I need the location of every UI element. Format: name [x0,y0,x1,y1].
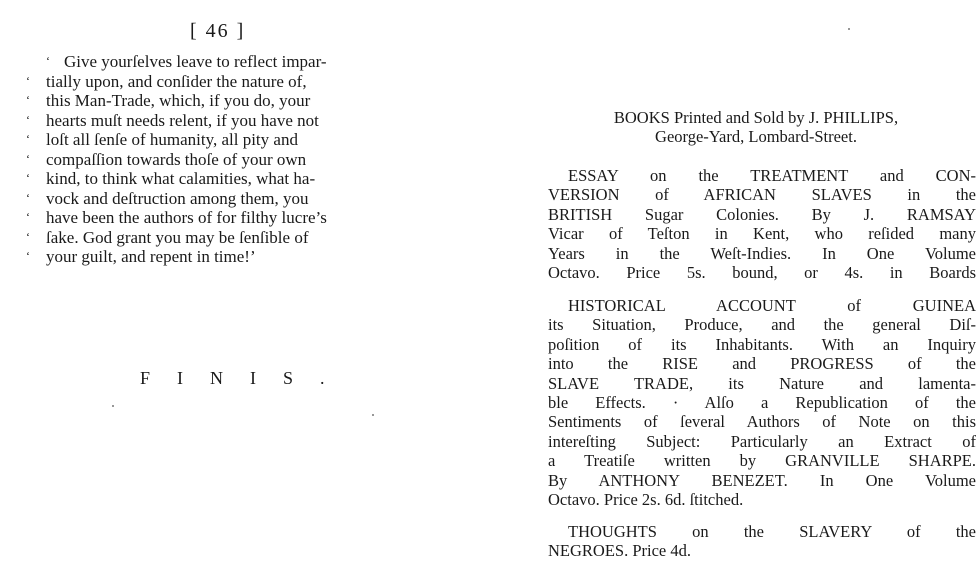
quote-line [26,247,456,267]
print-speck [372,414,374,416]
quote-open-mark: ‘ [46,54,50,68]
quote-line [26,169,456,189]
entry-line: its Situation, Produce, and the general Diſ- [548,315,976,335]
quote-line [26,130,456,150]
quote-line [26,189,456,209]
entry-line: By ANTHONY BENEZET. In One Volume [548,470,976,490]
entry-line: Vicar of Teſton in Kent, who reſided many [548,224,976,244]
quote-line [26,228,456,248]
entry-line: intereſting Subject: Particularly an Extract of [548,431,976,451]
quote-line-text: Give yourſelves leave to reflect impar- [64,52,327,71]
quote-margin-mark: ‘ [26,151,30,166]
quote-margin-mark: ‘ [26,132,30,146]
book-entry-thoughts [548,522,976,561]
quote-margin-mark: ‘ [26,73,30,88]
entry-line: THOUGHTS on the SLAVERY of the [568,522,976,541]
books-advert-header [546,108,966,146]
right-page [520,0,980,585]
quote-line-text: your guilt, and repent in time!’ [46,247,256,266]
quote-line-text: ſake. God grant you may be ſenſible of [46,227,309,247]
entry-line: Years in the Weſt-Indies. In One Volume [548,243,976,263]
quote-line [26,208,456,228]
quote-margin-mark: ‘ [26,229,30,244]
quote-line-text: compaſſion towards thoſe of your own [46,149,307,169]
quoted-passage [26,52,456,267]
quote-line-text: kind, to think what calamities, what ha- [46,169,316,188]
book-entry-essay [548,166,976,282]
quote-line-text: loſt all ſenſe of humanity, all pity and [46,130,298,149]
quote-margin-mark: ‘ [26,249,30,263]
quote-line [26,72,456,92]
entry-line: Octavo. Price 2s. 6d. ſtitched. [548,490,744,510]
entry-line: HISTORICAL ACCOUNT of GUINEA [568,296,976,315]
quote-margin-mark: ‘ [26,93,30,107]
entry-line: Octavo. Price 5s. bound, or 4s. in Boards [548,263,976,283]
quote-margin-mark: ‘ [26,171,30,185]
quote-line [26,150,456,170]
quote-line [26,111,456,131]
entry-line: VERSION of AFRICAN SLAVES in the [548,185,976,205]
entry-line: poſition of its Inhabitants. With an Inquiry [548,334,976,354]
quote-line-text: hearts muſt needs relent, if you have not [46,110,319,130]
finis-heading: FINIS. [140,368,352,388]
quote-margin-mark: ‘ [26,190,30,205]
entry-line: BRITISH Sugar Colonies. By J. RAMSAY [548,204,976,224]
quote-margin-mark: ‘ [26,210,30,224]
left-page [0,0,470,585]
entry-line: ESSAY on the TREATMENT and CON- [568,166,976,185]
quote-line-text: vock and deſtruction among them, you [46,188,309,208]
entry-line: NEGROES. Price 4d. [548,541,691,561]
quote-line-text: have been the authors of for filthy lucre’s [46,208,327,227]
print-speck [848,28,850,30]
quote-margin-mark: ‘ [26,112,30,127]
entry-line: ble Effects. · Alſo a Republication of the [548,393,976,413]
entry-line: Sentiments of ſeveral Authors of Note on this [548,412,976,432]
quote-line-text: this Man-Trade, which, if you do, your [46,91,311,110]
entry-line: into the RISE and PROGRESS of the [548,354,976,374]
header-line: BOOKS Printed and Sold by J. PHILLIPS, [613,108,899,127]
entry-line: a Treatiſe written by GRANVILLE SHARPE. [548,451,976,471]
quote-line-text: tially upon, and conſider the nature of, [46,71,307,91]
page-number: [ 46 ] [190,20,246,42]
entry-line: SLAVE TRADE, its Nature and lamenta- [548,373,976,393]
quote-line [26,52,456,72]
header-line: George-Yard, Lombard-Street. [655,127,857,146]
book-entry-guinea [548,296,976,509]
quote-line [26,91,456,111]
print-speck [112,405,114,407]
